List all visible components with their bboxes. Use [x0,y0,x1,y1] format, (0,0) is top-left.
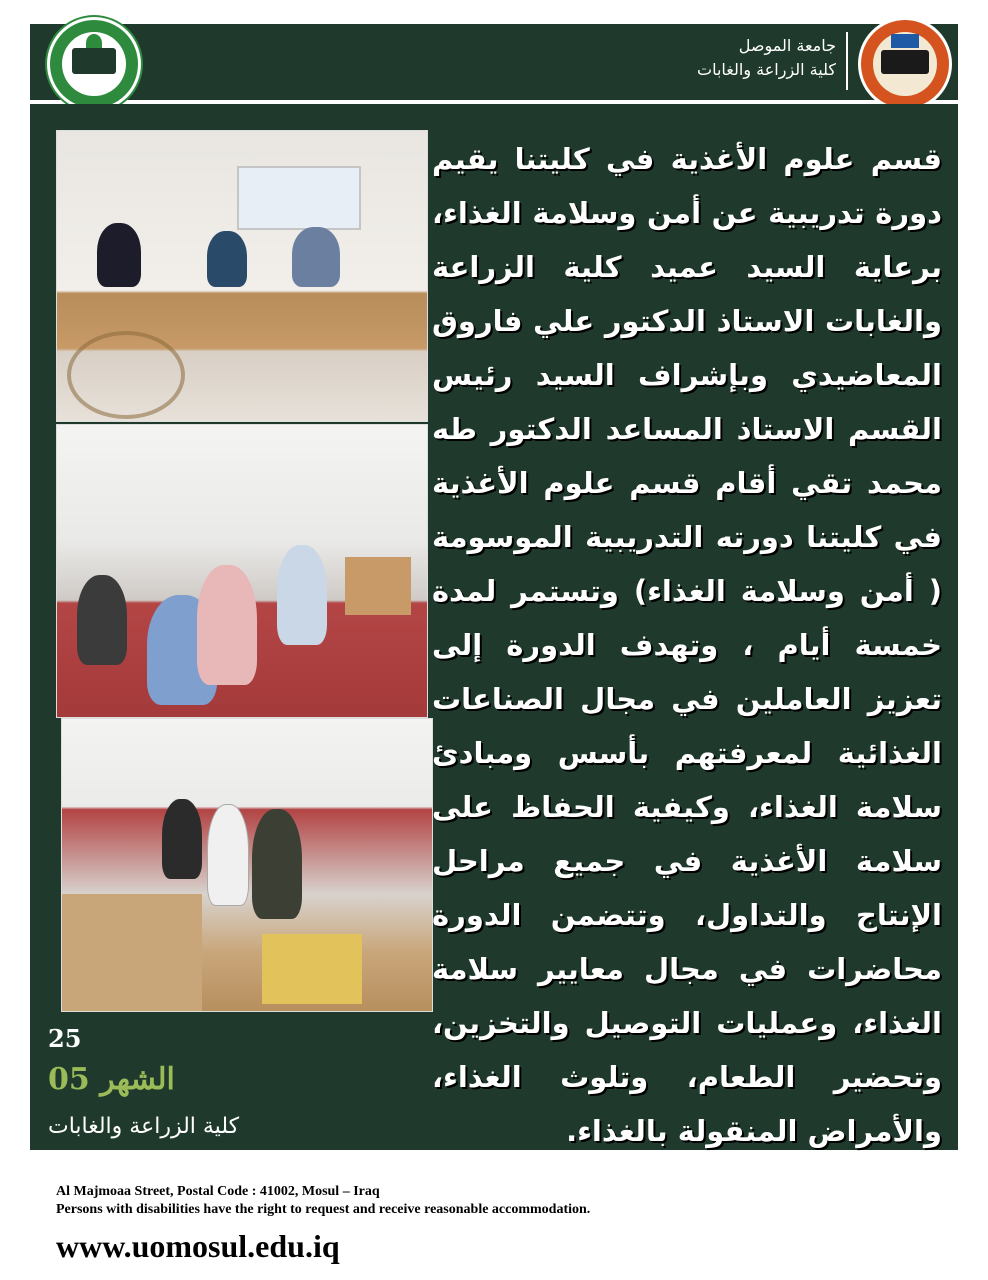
website-link[interactable]: www.uomosul.edu.iq [56,1228,340,1264]
attendee-figure [292,227,340,287]
university-name: جامعة الموصل [738,36,836,55]
attendee-figure [277,545,327,645]
lectern [345,557,411,615]
college-name: كلية الزراعة والغابات [697,60,836,79]
header-text [697,34,836,82]
disability-notice: Persons with disabilities have the right to request and receive reasonable accommodation. [56,1202,591,1217]
gold-chair [262,934,362,1004]
photo-audience-rows [61,718,433,1012]
photo-seminar-panel [56,130,428,422]
projector-screen [237,166,361,230]
college-logo [47,17,141,111]
photo-audience-hall [56,424,428,718]
page-number: 25 [48,1024,82,1053]
attendee-figure [77,575,127,665]
wooden-table [62,894,202,1011]
header-vertical-divider [846,32,848,90]
university-logo [858,17,952,111]
college-footer-label: كلية الزراعة والغابات [48,1114,240,1139]
emblem-carving [67,331,185,419]
address-block [56,1183,590,1219]
attendee-figure [197,565,257,685]
article-body: قسم علوم الأغذية في كليتنا يقيم دورة تدريبية عن أمن وسلامة الغذاء، برعاية السيد عميد كلية الزراعة والغابات الاستاذ الدكتور علي فاروق المعاضيدي وبإشراف السيد رئيس القسم الاستاذ المساعد الدكتور طه محمد تقي أقام قسم علوم الأغذية في كليتنا دورته التدريبية الموسومة ( أمن وسلامة الغذاء) وتستمر لمدة خمسة أيام ، وتهدف الدورة إلى تعزيز العاملين في مجال الصناعات الغذائية لمعرفتهم بأسس ومبادئ سلامة الغذاء، وكيفية الحفاظ على سلامة الأغذية في جميع مراحل الإنتاج والتداول، وتتضمن الدورة محاضرات في مجال معايير سلامة الغذاء، وعمليات التوصيل والتخزين، وتحضير الطعام، وتلوث الغذاء، والأمراض المنقولة بالغذاء. [432,142,942,1148]
attendee-figure [252,809,302,919]
attendee-figure [162,799,202,879]
postal-address: Al Majmoaa Street, Postal Code : 41002, Mosul – Iraq [56,1184,380,1199]
month-label: الشهر 05 [48,1062,175,1097]
attendee-figure [207,231,247,287]
attendee-figure [97,223,141,287]
attendee-figure [207,804,249,906]
